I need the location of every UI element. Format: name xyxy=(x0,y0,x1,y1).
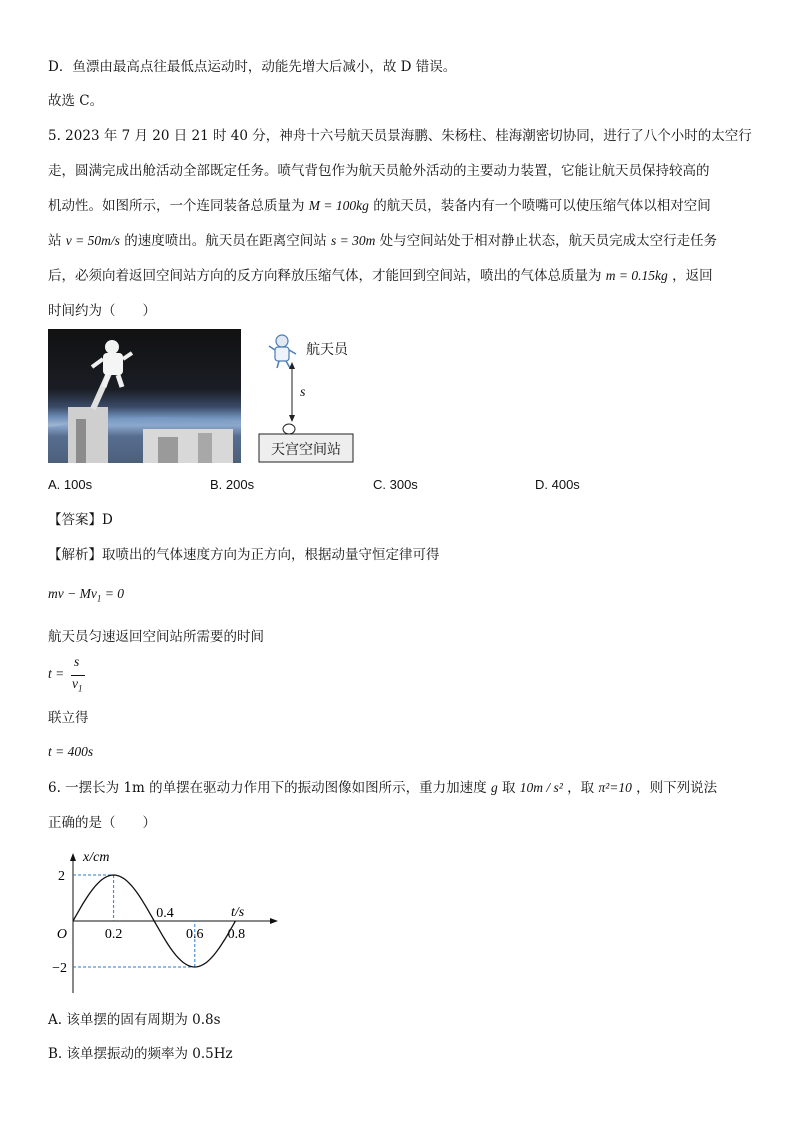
momentum-equation xyxy=(48,584,124,609)
denominator-symbol: v xyxy=(72,676,78,691)
text: 站 xyxy=(48,233,62,249)
denominator-subscript: 1 xyxy=(78,683,83,694)
text: 6. 一摆长为 1m 的单摆在驱动力作用下的振动图像如图所示，重力加速度 xyxy=(48,780,487,796)
option-b: B. 200s xyxy=(210,477,255,492)
y-tick-label: −2 xyxy=(52,961,67,976)
y-axis-arrow xyxy=(70,853,76,861)
math-distance: s = 30m xyxy=(331,233,376,248)
math-gas-mass: m = 0.15kg xyxy=(605,268,668,283)
math-g-value: 10m / s² xyxy=(519,780,563,795)
text: 取 xyxy=(502,780,516,796)
astronaut-label: 航天员 xyxy=(306,342,348,358)
formula-denominator xyxy=(72,676,83,694)
option-c: C. 300s xyxy=(373,477,418,492)
x-axis-label: t/s xyxy=(231,905,245,920)
analysis-line: 【解析】取喷出的气体速度方向为正方向，根据动量守恒定律可得 xyxy=(48,547,440,563)
astronaut-photo xyxy=(48,329,241,463)
station-label: 天宫空间站 xyxy=(271,442,341,458)
math-g: g xyxy=(490,780,498,795)
formula-lhs: t = xyxy=(48,666,65,681)
question-6-line: 正确的是（ ） xyxy=(48,815,156,831)
question-6-line xyxy=(48,778,717,798)
eq-part: mv − Mv xyxy=(48,586,97,601)
oscillation-chart-svg xyxy=(50,845,280,995)
answer-line: 【答案】D xyxy=(48,512,113,528)
text: ，返回 xyxy=(672,268,713,284)
question-5-line xyxy=(48,266,713,286)
text: 的速度喷出。航天员在距离空间站 xyxy=(124,233,327,249)
origin-label: O xyxy=(56,927,67,942)
math-pi: π²=10 xyxy=(598,780,632,795)
question-5-line xyxy=(48,196,711,216)
option-a: A. 100s xyxy=(48,477,93,492)
x-tick-label: 0.2 xyxy=(104,927,123,942)
math-velocity: v = 50m/s xyxy=(65,233,120,248)
question-5-line: 5. 2023 年 7 月 20 日 21 时 40 分，神舟十六号航天员景海鹏、朱杨柱、桂海潮密切协同，进行了八个小时的太空行 xyxy=(48,128,752,144)
y-axis-label: x/cm xyxy=(83,850,110,865)
text: 后，必须向着返回空间站方向的反方向释放压缩气体，才能回到空间站，喷出的气体总质量为 xyxy=(48,268,602,284)
eq-subscript: 1 xyxy=(96,593,102,604)
text: 的航天员，装备内有一个喷嘴可以使压缩气体以相对空间 xyxy=(373,198,711,214)
text: ，取 xyxy=(567,780,595,796)
q6-option-a: A. 该单摆的固有周期为 0.8s xyxy=(48,1012,221,1028)
question-5-line xyxy=(48,231,717,251)
analysis-line: 联立得 xyxy=(48,710,89,726)
q6-option-b: B. 该单摆振动的频率为 0.5Hz xyxy=(48,1046,233,1062)
option-d: D. 400s xyxy=(535,477,580,492)
text: 处与空间站处于相对静止状态，航天员完成太空行走任务 xyxy=(379,233,718,249)
question-5-line: 时间约为（ ） xyxy=(48,303,156,319)
distance-s-label: s xyxy=(300,385,306,400)
formula-numerator: s xyxy=(74,654,80,669)
text: ，则下列说法 xyxy=(636,780,718,796)
question-5-line: 走，圆满完成出舱活动全部既定任务。喷气背包作为航天员舱外活动的主要动力装置，它能让航天员保持较高的 xyxy=(48,163,710,179)
text-line: D．鱼漂由最高点往最低点运动时，动能先增大后减小，故 D 错误。 xyxy=(48,59,457,75)
x-tick-label: 0.8 xyxy=(227,927,246,942)
text-line: 故选 C。 xyxy=(48,93,104,109)
y-tick-label: 2 xyxy=(58,869,65,884)
x-tick-label: 0.4 xyxy=(156,906,174,921)
x-tick-label: 0.6 xyxy=(186,927,204,942)
result-line: t = 400s xyxy=(48,744,94,759)
oscillation-chart xyxy=(50,845,280,995)
text: 机动性。如图所示，一个连同装备总质量为 xyxy=(48,198,305,214)
x-axis-arrow xyxy=(270,918,278,924)
astronaut-station-diagram xyxy=(258,328,378,468)
astronaut-photo-art xyxy=(48,329,241,463)
analysis-line: 航天员匀速返回空间站所需要的时间 xyxy=(48,629,264,645)
eq-part: = 0 xyxy=(101,586,124,601)
math-mass: M = 100kg xyxy=(308,198,369,213)
